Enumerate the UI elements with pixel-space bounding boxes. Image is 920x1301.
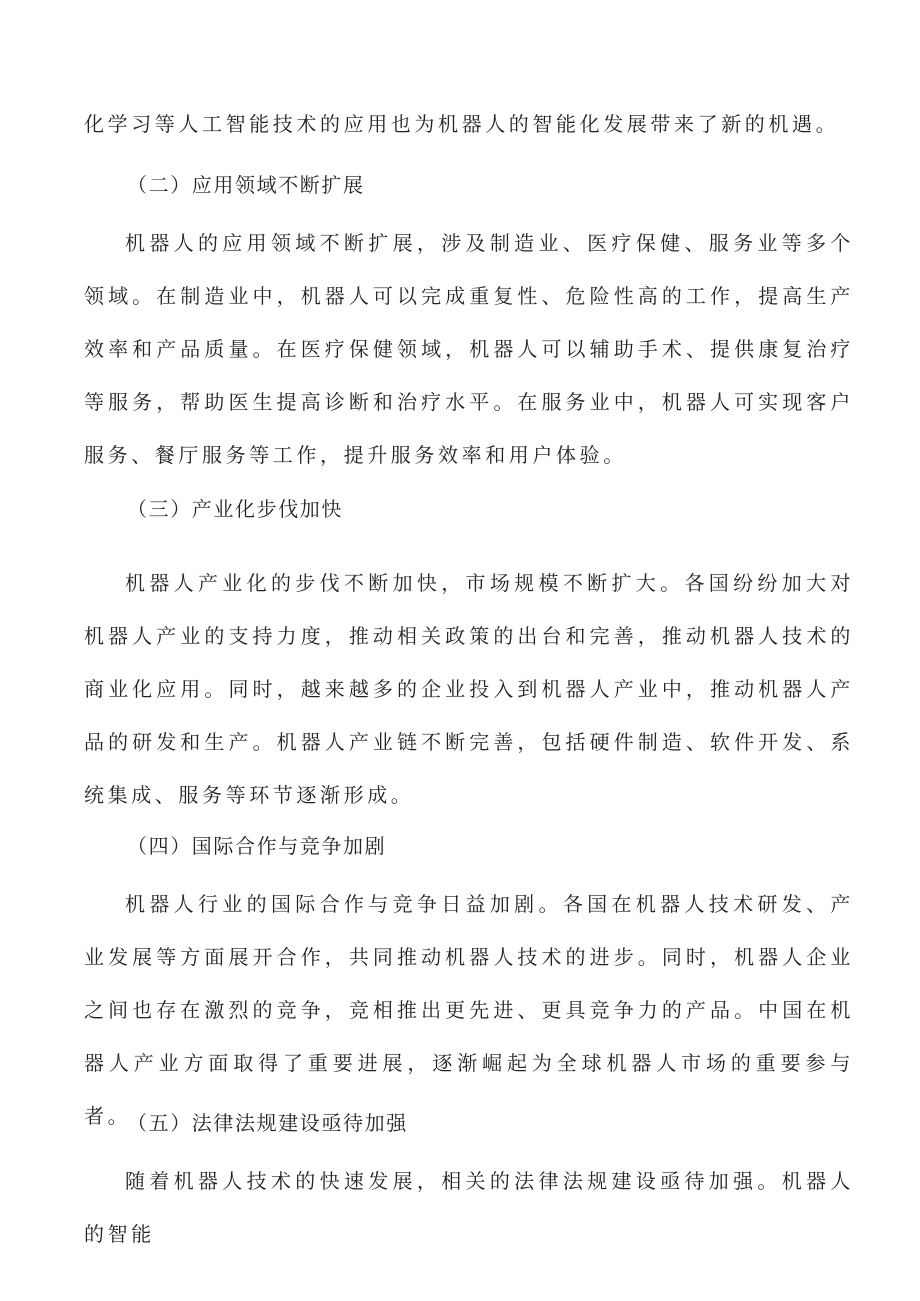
section-paragraph-application-fields: 机器人的应用领域不断扩展，涉及制造业、医疗保健、服务业等多个领域。在制造业中，机器人可以完成重复性、危险性高的工作，提高生产效率和产品质量。在医疗保健领域，机器人可以辅助手术、提供康复治疗等服务，帮助医生提高诊断和治疗水平。在服务业中，机器人可实现客户服务、餐厅服务等工作，提升服务效率和用户体验。 [84, 231, 854, 467]
section-paragraph-laws-regulations: 随着机器人技术的快速发展，相关的法律法规建设亟待加强。机器人的智能 [84, 1169, 854, 1246]
section-paragraph-industrialization: 机器人产业化的步伐不断加快，市场规模不断扩大。各国纷纷加大对机器人产业的支持力度，推动相关政策的出台和完善，推动机器人技术的商业化应用。同时，越来越多的企业投入到机器人产业中，推动机器人产品的研发和生产。机器人产业链不断完善，包括硬件制造、软件开发、系统集成、服务等环节逐渐形成。 [84, 571, 854, 807]
section-paragraph-international-cooperation: 机器人行业的国际合作与竞争日益加剧。各国在机器人技术研发、产业发展等方面展开合作，共同推动机器人技术的进步。同时，机器人企业之间也存在激烈的竞争，竞相推出更先进、更具竞争力的产品。中国在机器人产业方面取得了重要进展，逐渐崛起为全球机器人市场的重要参与者。 [84, 892, 854, 1128]
continuation-paragraph: 化学习等人工智能技术的应用也为机器人的智能化发展带来了新的机遇。 [84, 112, 840, 136]
section-heading-industrialization: （三）产业化步伐加快 [127, 497, 343, 521]
section-heading-laws-regulations: （五）法律法规建设亟待加强 [127, 1111, 408, 1135]
section-heading-international-cooperation: （四）国际合作与竞争加剧 [127, 834, 387, 858]
section-heading-application-fields: （二）应用领域不断扩展 [127, 173, 365, 197]
